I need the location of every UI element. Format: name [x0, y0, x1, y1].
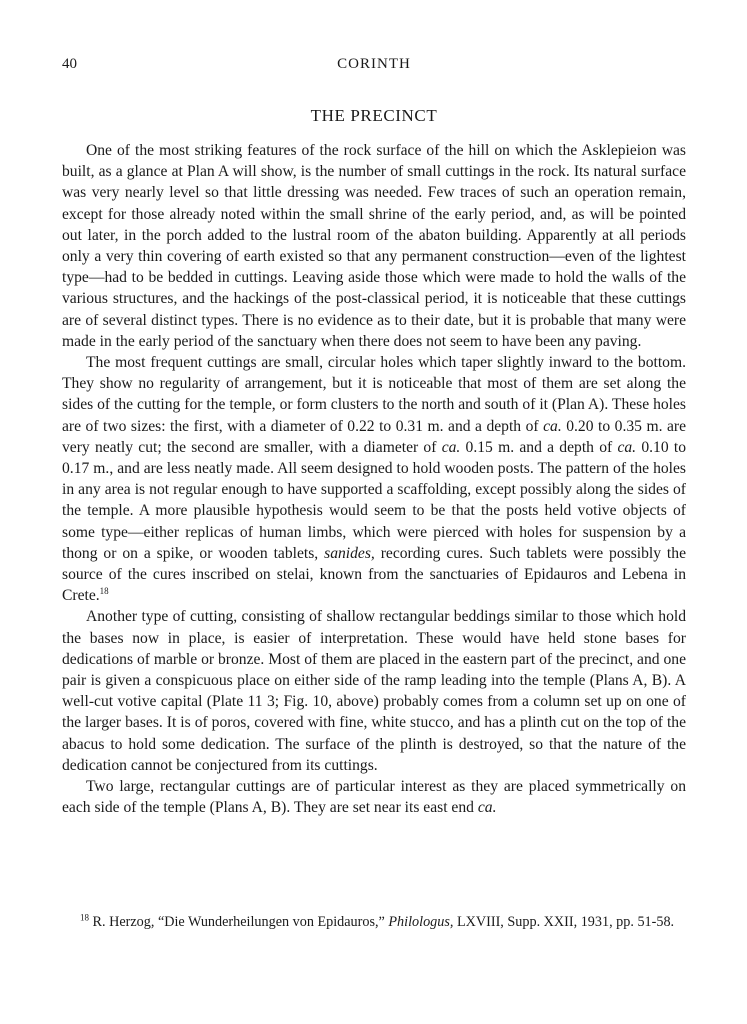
text-run: recording cures. Such tablets were possibly the source of the cures inscribed on stelai, known from the sanctuaries of Epidauros and Lebena in Crete. [62, 544, 686, 605]
paragraph [62, 352, 686, 606]
italic-text: ca. [617, 438, 637, 456]
italic-text: Philologus, [388, 914, 454, 930]
text-run: 0.10 to 0.17 m., and are less neatly made. All seem designed to hold wooden posts. The pattern of the holes in any area is not regular enough to have supported a scaffolding, except possibly along the sides of the temple. A more plausible hypothesis would seem to be that the posts held votive objects of some type—either replicas of human limbs, which were pierced with holes for suspension by a thong or on a spike, or wooden tablets, [62, 438, 686, 562]
paragraph [62, 140, 686, 352]
footnote-ref: 18 [80, 912, 89, 923]
italic-text: sanides, [324, 544, 375, 562]
text-run: One of the most striking features of the rock surface of the hill on which the Asklepieion was built, as a glance at Plan A will show, is the number of small cuttings in the rock. Its natural surface was very nearly level so that little dressing was needed. Few traces of such an operation remain, except for those already noted within the small shrine of the early period, and, as will be pointed out later, in the porch added to the lustral room of the abaton building. Apparently at all periods only a very thin covering of earth existed so that any permanent construction—even of the lightest type—had to be bedded in cuttings. Leaving aside those which were made to hold the walls of the various structures, and the hackings of the post-classical period, it is noticeable that these cuttings are of several distinct types. There is no evidence as to their date, but it is probable that many were made in the early period of the sanctuary when there does not seem to have been any paving. [62, 142, 686, 350]
page-number: 40 [62, 56, 77, 72]
italic-text: ca. [543, 417, 562, 435]
text-run: The most frequent cuttings are small, circular holes which taper slightly inward to the bottom. They show no regularity of arrangement, but it is noticeable that most of them are set along the sides of the cutting for the temple, or form clusters to the north and south of it (Plan A). These holes are of two sizes: the first, with a diameter of 0.22 to 0.31 m. and a depth of [62, 354, 686, 435]
italic-text: ca. [477, 799, 497, 817]
running-head [62, 56, 686, 76]
text-run: 0.20 to 0.35 m. are very neatly cut; the second are smaller, with a diameter of [62, 417, 686, 456]
text-run: Another type of cutting, consisting of shallow rectangular beddings similar to those which hold the bases now in place, is easier of interpretation. These would have held stone bases for dedications of marble or bronze. Most of them are placed in the eastern part of the precinct, and one pair is given a conspicuous place on either side of the ramp leading into the temple (Plans A, B). A well-cut votive capital (Plate 11 3; Fig. 10, above) probably comes from a column set up on one of the larger bases. It is of poros, covered with fine, white stucco, and has a plinth cut on the top of the abacus to hold some dedication. The surface of the plinth is destroyed, so that the nature of the dedication cannot be conjectured from its cuttings. [62, 608, 686, 774]
text-run: LXVIII, Supp. XXII, 1931, pp. 51-58. [453, 914, 675, 930]
footnote [62, 912, 686, 932]
italic-text: ca. [441, 438, 461, 456]
text-run: Two large, rectangular cuttings are of particular interest as they are placed symmetrically on each side of the temple (Plans A, B). They are set near its east end [62, 778, 686, 817]
body-text [62, 140, 686, 819]
running-title: CORINTH [337, 56, 411, 72]
paragraph [62, 776, 686, 818]
text-run: R. Herzog, “Die Wunderheilungen von Epidauros,” [89, 914, 389, 930]
section-title: THE PRECINCT [310, 106, 438, 125]
footnote-ref: 18 [99, 586, 109, 597]
paragraph [62, 606, 686, 776]
footnotes [62, 912, 686, 932]
text-run: 0.15 m. and a depth of [460, 438, 618, 456]
